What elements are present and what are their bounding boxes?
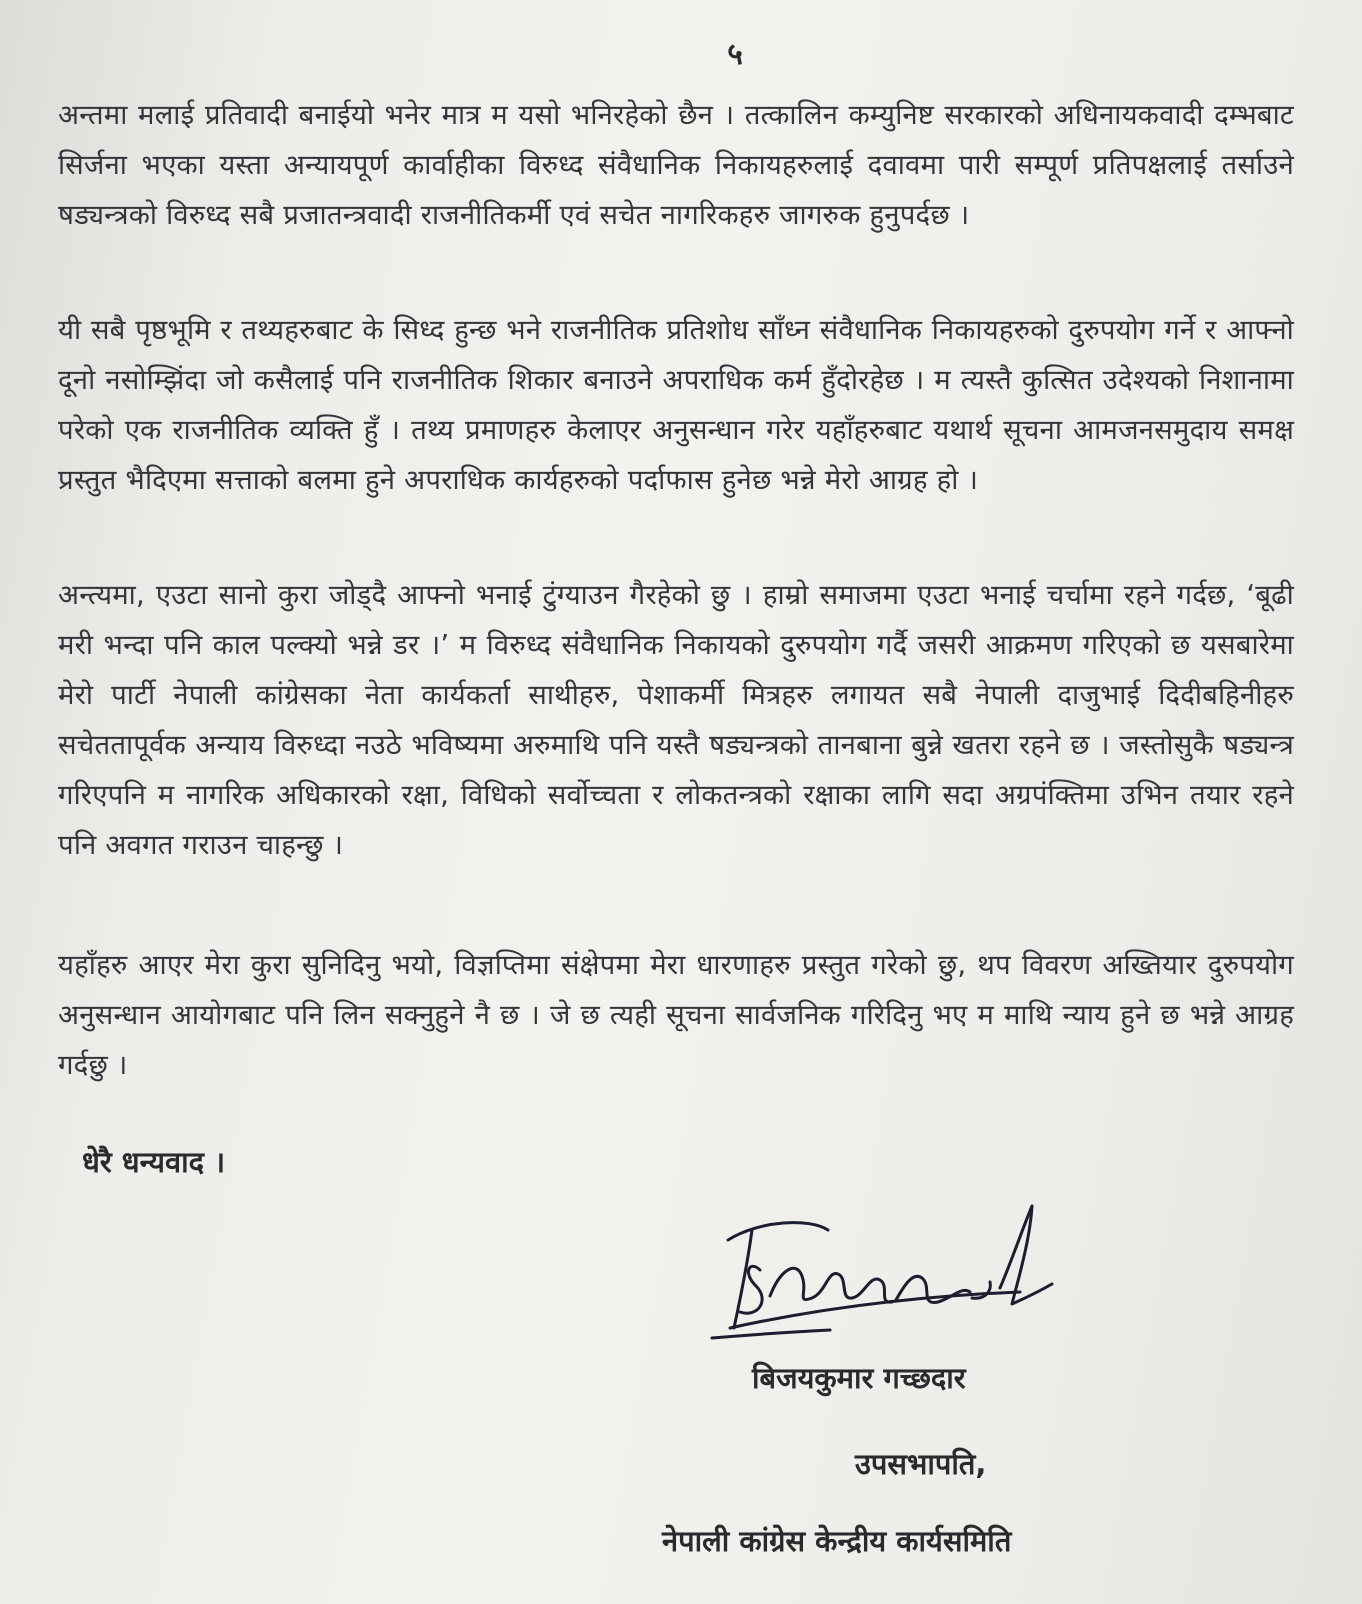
closing-thanks: धेरै धन्यवाद । (82, 1145, 226, 1179)
paragraph-4: यहाँहरु आएर मेरा कुरा सुनिदिनु भयो, विज्ञप्तिमा संक्षेपमा मेरा धारणाहरु प्रस्तुत गरेको छु, थप विवरण अख्तियार दुरुपयोग अनुसन्धान आयोगबाट पनि लिन सक्नुहुने नै छ । जे छ त्यही सूचना सार्वजनिक गरिदिनु भए म माथि न्याय हुने छ भन्ने आग्रह गर्दछु । (58, 949, 1294, 1081)
paragraph-2: यी सबै पृष्ठभूमि र तथ्यहरुबाट के सिध्द हुन्छ भने राजनीतिक प्रतिशोध साँध्न संवैधानिक निकायहरुको दुरुपयोग गर्ने र आफ्नो दूनो नसोम्झिंदा जो कसैलाई पनि राजनीतिक शिकार बनाउने अपराधिक कर्म हुँदोरहेछ । म त्यस्तै कुत्सित उदेश्यको निशानामा परेको एक राजनीतिक व्यक्ति हुँ । तथ्य प्रमाणहरु केलाएर अनुसन्धान गरेर यहाँहरुबाट यथार्थ सूचना आमजनसमुदाय समक्ष प्रस्तुत भैदिएमा सत्ताको बलमा हुने अपराधिक कार्यहरुको पर्दाफास हुनेछ भन्ने मेरो आग्रह हो । (58, 314, 1294, 496)
signer-name: बिजयकुमार गच्छदार (752, 1361, 966, 1395)
paragraph-3: अन्त्यमा, एउटा सानो कुरा जोड्दै आफ्नो भनाई टुंग्याउन गैरहेको छु । हाम्रो समाजमा एउटा भनाई चर्चामा रहने गर्दछ, ‘बूढी मरी भन्दा पनि काल पल्क्यो भन्ने डर ।’ म विरुध्द संवैधानिक निकायको दुरुपयोग गर्दै जसरी आक्रमण गरिएको छ यसबारेमा मेरो पार्टी नेपाली कांग्रेसका नेता कार्यकर्ता साथीहरु, पेशाकर्मी मित्रहरु लगायत सबै नेपाली दाजुभाई दिदीबहिनीहरु सचेततापूर्वक अन्याय विरुध्दा नउठे भविष्यमा अरुमाथि पनि यस्तै षड्यन्त्रको तानबाना बुन्ने खतरा रहने छ । जस्तोसुकै षड्यन्त्र गरिएपनि म नागरिक अधिकारको रक्षा, विधिको सर्वोच्चता र लोकतन्त्रको रक्षाका लागि सदा अग्रपंक्तिमा उभिन तयार रहने पनि अवगत गराउन चाहन्छु । (58, 579, 1294, 861)
signer-title: उपसभापति, (855, 1447, 987, 1481)
signer-organization: नेपाली कांग्रेस केन्द्रीय कार्यसमिति (662, 1524, 1012, 1558)
page-number: ५ (727, 37, 743, 72)
paragraph-1: अन्तमा मलाई प्रतिवादी बनाईयो भनेर मात्र म यसो भनिरहेको छैन । तत्कालिन कम्युनिष्ट सरकारको अधिनायकवादी दम्भबाट सिर्जना भएका यस्ता अन्यायपूर्ण कार्वाहीका विरुध्द संवैधानिक निकायहरुलाई दवावमा पारी सम्पूर्ण प्रतिपक्षलाई तर्साउने षड्यन्त्रको विरुध्द सबै प्रजातन्त्रवादी राजनीतिकर्मी एवं सचेत नागरिकहरु जागरुक हुनुपर्दछ । (58, 99, 1294, 231)
